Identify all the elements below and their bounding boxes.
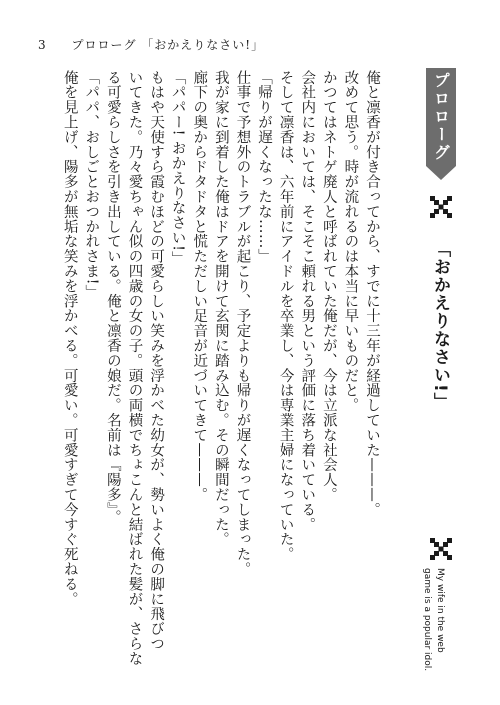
text-line: 「帰りが遅くなったな……」 [256, 70, 273, 264]
page-number: 3 [38, 38, 47, 52]
text-line: 会社内においては、そこそこ頼れる男という評価に落ち着いている。 [299, 70, 316, 532]
text-line: もはや天使すら霞むほどの可愛らしい笑みを浮かべた幼女が、勢いよく俺の脚に飛びつ [148, 70, 165, 652]
text-line: 俺と凛香が付き合ってから、すでに十三年が経過していた———。 [364, 70, 380, 517]
text-line: 我が家に到着した俺はドアを開けて玄関に踏み込む。その瞬間だった。 [212, 70, 229, 547]
chapter-title: 「おかえりなさい!」 [430, 240, 450, 411]
running-title: プロローグ 「おかえりなさい!」 [71, 38, 265, 52]
text-line: そして凛香は、六年前にアイドルを卒業し、今は専業主婦になっていた。 [277, 70, 294, 562]
text-line: 改めて思う。時が流れるのは本当に早いものだと。 [342, 70, 359, 413]
subtitle-line: game is a popular idol. [422, 568, 432, 672]
text-line: 「パパ、おしごとおつかれさま!」 [83, 70, 100, 300]
text-line: 俺を見上げ、陽多が無垢な笑みを浮かべる。可愛い。可愛すぎて今すぐ死ねる。 [61, 70, 78, 607]
chapter-label: プロローグ [426, 68, 456, 166]
text-line: かつてはネトゲ廃人と呼ばれていた俺だが、今は立派な社会人。 [320, 70, 337, 503]
running-header [38, 36, 264, 53]
cross-ornament-icon [430, 196, 452, 218]
text-line: 仕事で予想外のトラブルが起こり、予定よりも帰りが遅くなってしまった。 [234, 70, 251, 577]
text-line: る可愛らしさを引き出している。俺と凛香の娘だ。名前は『陽多』。 [104, 70, 121, 525]
text-line: いてきた。乃々愛ちゃん似の四歳の女の子。頭の両横でちょこんと結ばれた髪が、さらな [126, 70, 143, 666]
body-text [58, 70, 382, 670]
chapter-side-panel [406, 60, 474, 680]
text-line: 「パパー! おかえりなさい!」 [169, 70, 186, 267]
text-line: 廊下の奥からドタドタと慌ただしい足音が近づいてきて———。 [191, 70, 208, 503]
subtitle-line: My wife in the web [435, 568, 445, 653]
cross-ornament-icon [430, 538, 452, 560]
english-subtitle [420, 568, 446, 671]
